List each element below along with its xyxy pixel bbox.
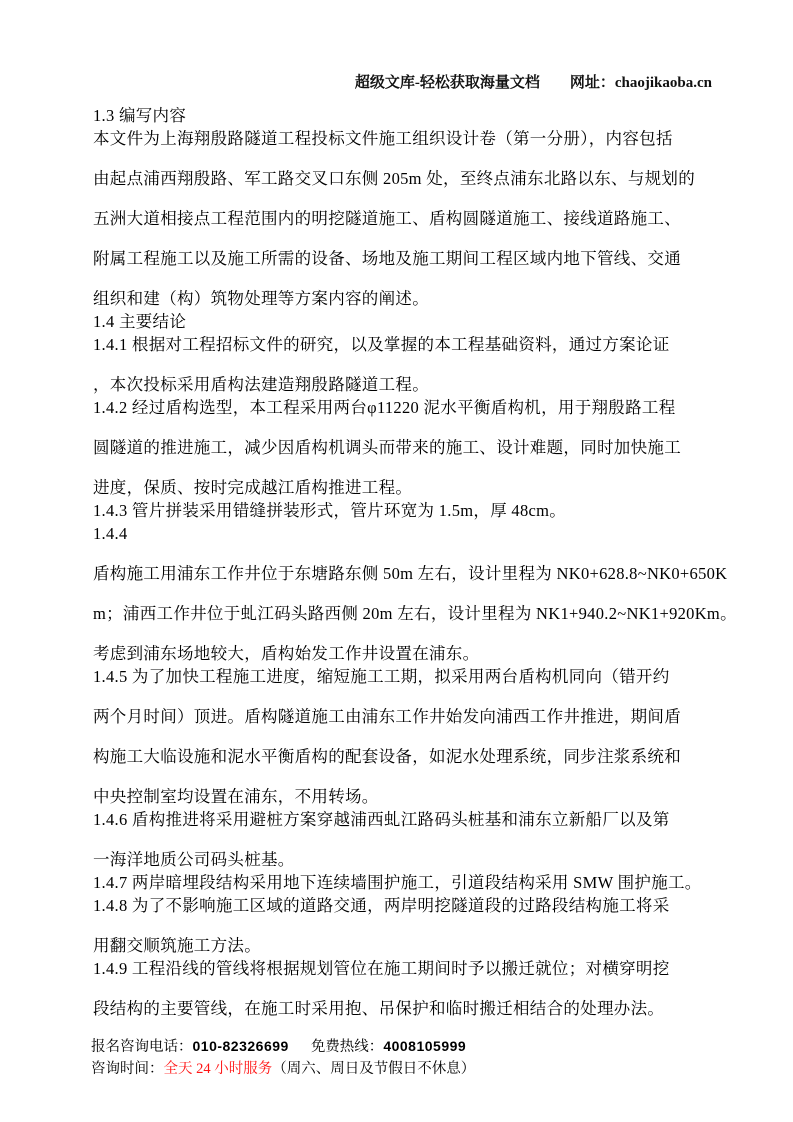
site-tagline: 超级文库-轻松获取海量文档 [354,75,540,91]
text-line: 1.4.2 经过盾构选型，本工程采用两台φ11220 泥水平衡盾构机，用于翔殷路工程 [93,398,676,417]
text-line: 用翻交顺筑施工方法。 [93,936,261,955]
text-line: 1.4.4 [93,524,128,543]
document-body [93,104,793,1020]
text-line: 1.4 主要结论 [93,312,187,331]
text-line: 中央控制室均设置在浦东，不用转场。 [93,787,379,806]
text-line: ，本次投标采用盾构法建造翔殷路隧道工程。 [93,375,429,394]
text-line: 附属工程施工以及施工所需的设备、场地及施工期间工程区域内地下管线、交通 [93,249,681,268]
text-line: 考虑到浦东场地较大，盾构始发工作井设置在浦东。 [93,644,480,663]
time-label: 咨询时间： [91,1061,164,1077]
phone-number: 010-82326699 [192,1038,289,1054]
text-line: 1.4.6 盾构推进将采用避桩方案穿越浦西虬江路码头桩基和浦东立新船厂以及第 [93,810,670,829]
text-line: 1.4.8 为了不影响施工区域的道路交通，两岸明挖隧道段的过路段结构施工将采 [93,896,670,915]
time-note: （周六、周日及节假日不休息） [272,1061,476,1077]
text-line: 1.4.5 为了加快工程施工进度，缩短施工工期，拟采用两台盾构机同向（错开约 [93,667,670,686]
text-line: 段结构的主要管线，在施工时采用抱、吊保护和临时搬迁相结合的处理办法。 [93,999,665,1018]
text-line: 本文件为上海翔殷路隧道工程投标文件施工组织设计卷（第一分册），内容包括 [93,129,673,148]
text-line: 1.4.9 工程沿线的管线将根据规划管位在施工期间时予以搬迁就位；对横穿明挖 [93,959,670,978]
text-line: 1.3 编写内容 [93,106,187,125]
text-line: 构施工大临设施和泥水平衡盾构的配套设备，如泥水处理系统，同步注浆系统和 [93,747,681,766]
footer-contact-block [91,1035,793,1080]
footer-time-row [91,1058,793,1080]
time-highlight: 全天 24 小时服务 [163,1061,273,1077]
text-line: 圆隧道的推进施工，减少因盾构机调头而带来的施工、设计难题，同时加快施工 [93,438,681,457]
hotline-label: 免费热线： [310,1039,384,1055]
site-url: chaojikaoba.cn [614,75,712,91]
text-line: m；浦西工作井位于虬江码头路西侧 20m 左右，设计里程为 NK1+940.2~NK1+920Km。 [93,604,737,623]
site-url-label: 网址： [569,75,615,91]
text-line: 由起点浦西翔殷路、军工路交叉口东侧 205m 处，至终点浦东北路以东、与规划的 [93,169,696,188]
text-line: 盾构施工用浦东工作井位于东塘路东侧 50m 左右，设计里程为 NK0+628.8~NK0+650K [93,564,728,583]
text-line: 两个月时间）顶进。盾构隧道施工由浦东工作井始发向浦西工作井推进，期间盾 [93,707,681,726]
text-line: 1.4.1 根据对工程招标文件的研究，以及掌握的本工程基础资料，通过方案论证 [93,335,670,354]
text-line: 组织和建（构）筑物处理等方案内容的阐述。 [93,289,429,308]
footer-phone-row [91,1035,793,1058]
text-line: 1.4.3 管片拼装采用错缝拼装形式，管片环宽为 1.5m，厚 48cm。 [93,501,567,520]
text-line: 1.4.7 两岸暗埋段结构采用地下连续墙围护施工，引道段结构采用 SMW 围护施工。 [93,873,702,892]
watermark-header [92,71,712,92]
text-line: 一海洋地质公司码头桩基。 [93,850,295,869]
phone-label: 报名咨询电话： [91,1039,193,1055]
text-line: 五洲大道相接点工程范围内的明挖隧道施工、盾构圆隧道施工、接线道路施工、 [93,209,681,228]
hotline-number: 4008105999 [383,1038,467,1054]
text-line: 进度，保质、按时完成越江盾构推进工程。 [93,478,413,497]
